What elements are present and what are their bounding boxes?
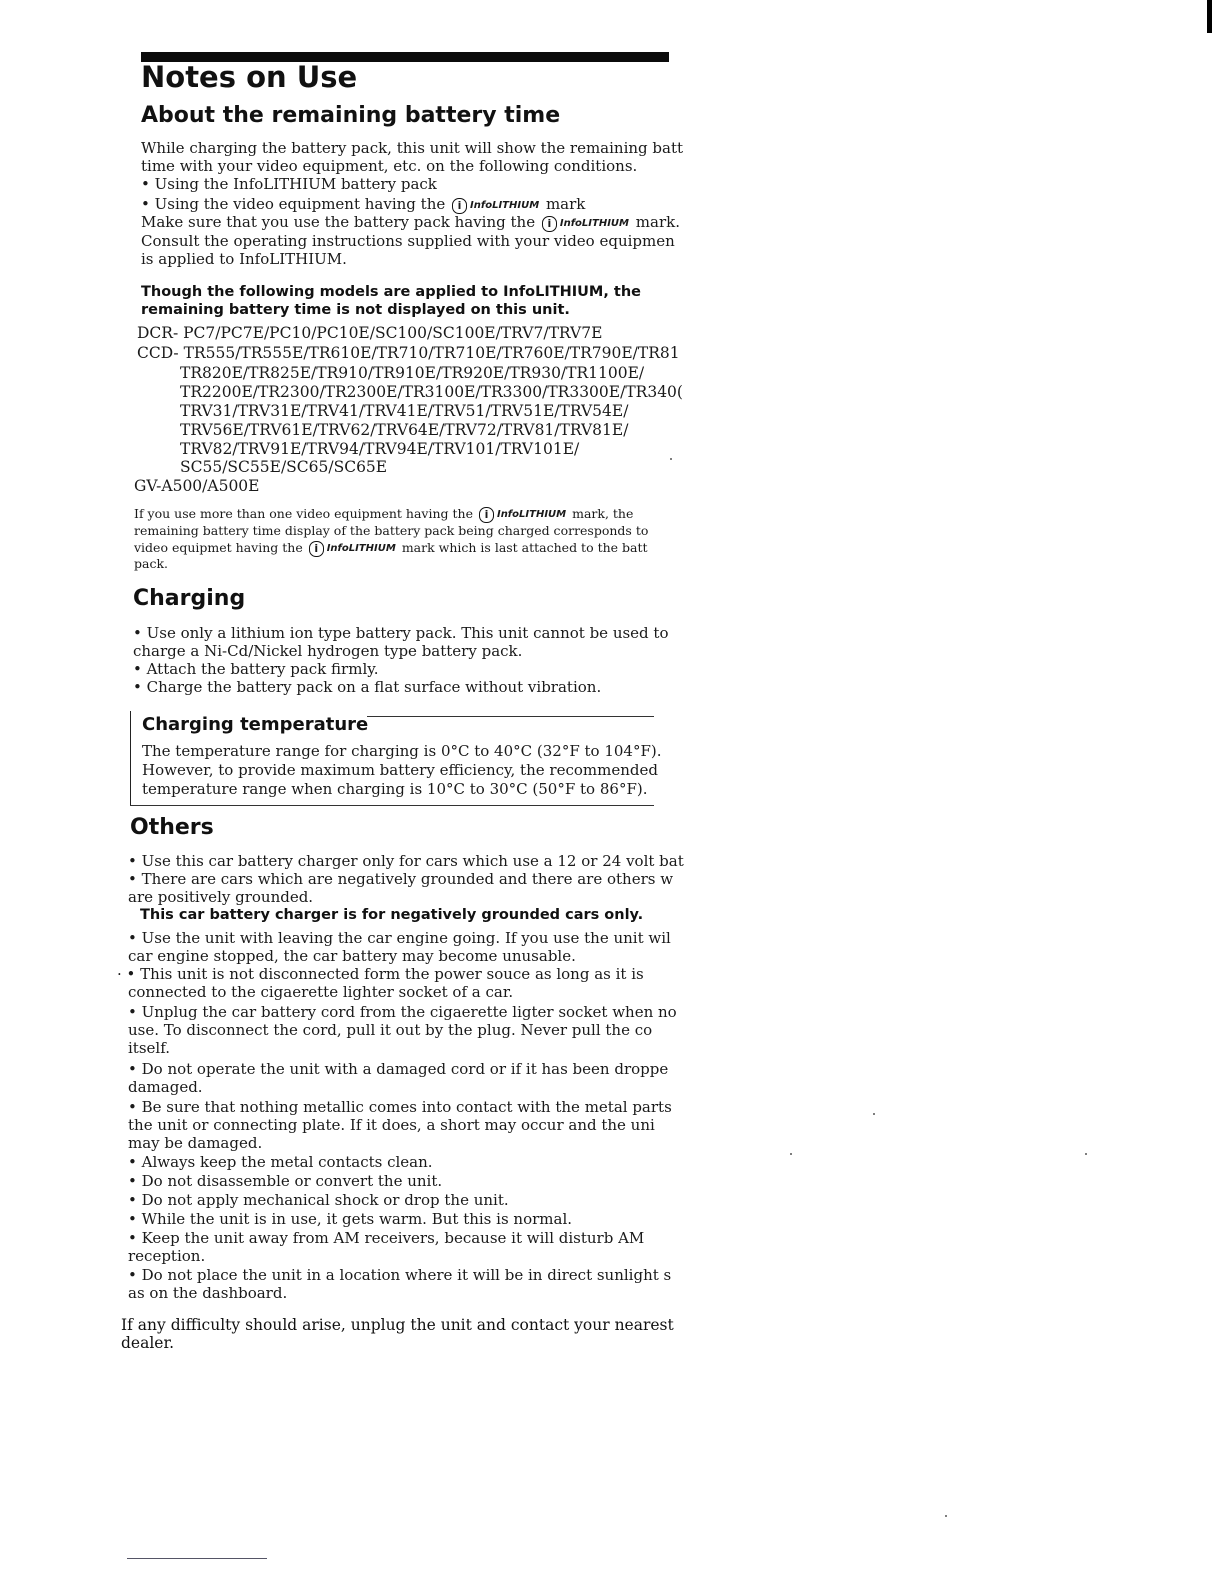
others-line: car engine stopped, the car battery may become unusable. <box>128 947 576 965</box>
small-note-line <box>134 539 648 558</box>
condition-text: • Using the video equipment having the <box>141 195 446 213</box>
others-line: • While the unit is in use, it gets warm. But this is normal. <box>128 1210 573 1228</box>
small-note-text: video equipmet having the <box>134 540 303 555</box>
info-icon: i <box>309 541 324 557</box>
others-line: damaged. <box>128 1078 203 1096</box>
others-line: • Do not disassemble or convert the unit. <box>128 1172 443 1190</box>
others-line: • Be sure that nothing metallic comes into contact with the metal parts <box>128 1098 672 1116</box>
others-line: the unit or connecting plate. If it does, a short may occur and the uni <box>128 1116 655 1134</box>
info-icon: i <box>542 216 557 232</box>
heading-charging-temperature: Charging temperature <box>142 714 369 735</box>
models-note-line: Though the following models are applied to InfoLITHIUM, the <box>141 284 642 300</box>
others-line: itself. <box>128 1039 170 1057</box>
make-sure-text: Make sure that you use the battery pack having the <box>141 213 536 231</box>
battery-intro-line: While charging the battery pack, this unit will show the remaining batt <box>141 139 684 157</box>
small-note-text: If you use more than one video equipment having the <box>134 506 473 521</box>
infolithium-wordmark: InfoLITHIUM <box>559 217 629 229</box>
infolithium-wordmark: InfoLITHIUM <box>470 199 540 211</box>
condition-text-suffix: mark <box>545 195 586 213</box>
small-note-suffix: mark which is last attached to the batt <box>401 540 648 555</box>
scan-speck <box>945 1515 947 1517</box>
others-line: as on the dashboard. <box>128 1284 288 1302</box>
heading-battery-time: About the remaining battery time <box>141 103 561 128</box>
model-list-line: TRV31/TRV31E/TRV41/TRV41E/TRV51/TRV51E/TRV54E/ <box>180 402 629 420</box>
infolithium-wordmark: InfoLITHIUM <box>326 542 396 554</box>
others-line: • Unplug the car battery cord from the cigaerette ligter socket when no <box>128 1003 677 1021</box>
charging-line: • Use only a lithium ion type battery pack. This unit cannot be used to <box>133 624 669 642</box>
models-note-line: remaining battery time is not displayed on this unit. <box>141 302 570 318</box>
others-line: are positively grounded. <box>128 888 314 906</box>
small-note-suffix: mark, the <box>572 506 634 521</box>
make-sure-line <box>141 213 680 233</box>
others-line: • Always keep the metal contacts clean. <box>128 1153 433 1171</box>
battery-condition-line <box>141 195 585 215</box>
model-list-line: TRV56E/TRV61E/TRV62/TRV64E/TRV72/TRV81/TRV81E/ <box>180 421 629 439</box>
others-line: may be damaged. <box>128 1134 263 1152</box>
heading-others: Others <box>130 815 214 840</box>
temperature-line: The temperature range for charging is 0°C to 40°C (32°F to 104°F). <box>142 742 662 760</box>
consult-line: Consult the operating instructions supplied with your video equipmen <box>141 232 675 250</box>
closing-line: If any difficulty should arise, unplug the unit and contact your nearest <box>121 1316 674 1334</box>
model-list-line: TR2200E/TR2300/TR2300E/TR3100E/TR3300/TR3300E/TR340( <box>180 383 683 401</box>
others-line: • Do not operate the unit with a damaged cord or if it has been droppe <box>128 1060 669 1078</box>
charging-line: charge a Ni-Cd/Nickel hydrogen type battery pack. <box>133 642 523 660</box>
info-icon: i <box>479 507 494 523</box>
battery-intro-line: time with your video equipment, etc. on the following conditions. <box>141 157 638 175</box>
negative-ground-warning: This car battery charger is for negatively grounded cars only. <box>140 907 644 923</box>
scan-speck <box>873 1113 875 1115</box>
others-line: · • This unit is not disconnected form the power souce as long as it is <box>117 965 644 983</box>
scan-speck <box>790 1153 792 1155</box>
charging-line: • Charge the battery pack on a flat surface without vibration. <box>133 678 602 696</box>
model-list-line: CCD- TR555/TR555E/TR610E/TR710/TR710E/TR760E/TR790E/TR81 <box>137 344 680 362</box>
temperature-box-left-rule <box>130 711 131 805</box>
battery-intro-line: • Using the InfoLITHIUM battery pack <box>141 175 437 193</box>
others-line: • Use the unit with leaving the car engine going. If you use the unit wil <box>128 929 671 947</box>
consult-line: is applied to InfoLITHIUM. <box>141 250 347 268</box>
closing-line: dealer. <box>121 1334 175 1352</box>
infolithium-logo <box>479 505 566 524</box>
model-list-line: GV-A500/A500E <box>134 477 260 495</box>
page-title: Notes on Use <box>141 60 358 94</box>
temperature-box-top-rule <box>367 716 654 717</box>
others-line: • Use this car battery charger only for cars which use a 12 or 24 volt bat <box>128 852 684 870</box>
others-line: • Keep the unit away from AM receivers, because it will disturb AM <box>128 1229 645 1247</box>
scan-speck <box>1085 1153 1087 1155</box>
charging-line: • Attach the battery pack firmly. <box>133 660 379 678</box>
heading-charging: Charging <box>133 586 246 611</box>
infolithium-wordmark: InfoLITHIUM <box>496 508 567 520</box>
temperature-box-bottom-rule <box>130 805 654 806</box>
small-note-line <box>134 505 633 524</box>
make-sure-suffix: mark. <box>635 213 680 231</box>
others-line: reception. <box>128 1247 206 1265</box>
info-icon: i <box>452 198 467 214</box>
model-list-line: SC55/SC55E/SC65/SC65E <box>180 458 388 476</box>
infolithium-logo <box>452 196 539 215</box>
others-line: connected to the cigaerette lighter socket of a car. <box>128 983 514 1001</box>
others-line: use. To disconnect the cord, pull it out by the plug. Never pull the co <box>128 1021 653 1039</box>
model-list-line: DCR- PC7/PC7E/PC10/PC10E/SC100/SC100E/TRV7/TRV7E <box>137 324 603 342</box>
others-line: • Do not apply mechanical shock or drop the unit. <box>128 1191 509 1209</box>
temperature-line: temperature range when charging is 10°C to 30°C (50°F to 86°F). <box>142 780 648 798</box>
model-list-line: TRV82/TRV91E/TRV94/TRV94E/TRV101/TRV101E/ <box>180 440 580 458</box>
edge-mark <box>1207 0 1212 33</box>
footer-rule <box>127 1558 267 1559</box>
infolithium-logo <box>542 214 629 233</box>
small-note-line: remaining battery time display of the battery pack being charged corresponds to <box>134 523 649 538</box>
temperature-line: However, to provide maximum battery efficiency, the recommended <box>142 761 658 779</box>
model-list-line: TR820E/TR825E/TR910/TR910E/TR920E/TR930/TR1100E/ <box>180 364 645 382</box>
others-line: • Do not place the unit in a location where it will be in direct sunlight s <box>128 1266 672 1284</box>
scan-speck <box>670 458 672 460</box>
infolithium-logo <box>309 539 396 558</box>
others-line: • There are cars which are negatively grounded and there are others w <box>128 870 674 888</box>
small-note-line: pack. <box>134 556 169 571</box>
